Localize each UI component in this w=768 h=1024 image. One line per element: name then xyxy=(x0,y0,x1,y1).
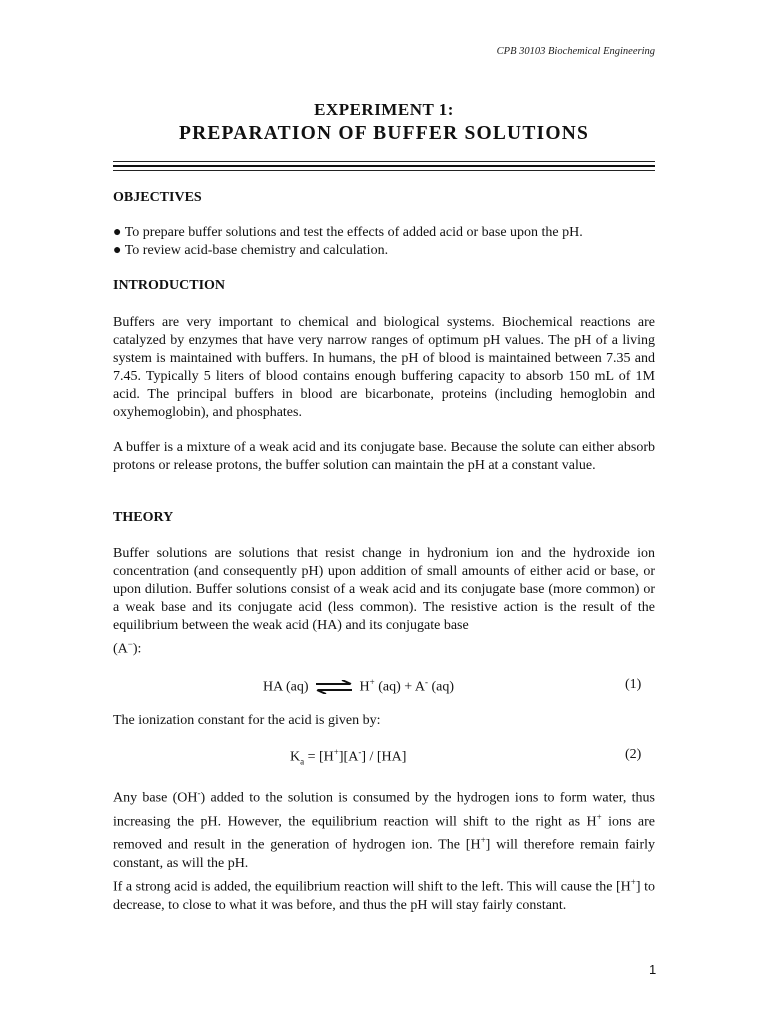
theory-paragraph: Any base (OH-) added to the solution is consumed by the hydrogen ions to form water, thus increasing the pH. However, the equilibrium reaction will shift to the right as H+ ions are removed and result in the generation of hydrogen ion. The [H+] will therefore remain fairly constant, as will the pH. xyxy=(113,788,655,871)
title-rule-bottom xyxy=(113,170,655,171)
bullet-icon: ● xyxy=(113,243,122,258)
equation-2-number: (2) xyxy=(625,747,642,762)
introduction-paragraph: A buffer is a mixture of a weak acid and its conjugate base. Because the solute can either absorb protons or release protons, the buffer solution can maintain the pH at a constant value. xyxy=(113,440,655,473)
introduction-paragraph: Buffers are very important to chemical and biological systems. Biochemical reactions are catalyzed by enzymes that have very narrow ranges of optimum pH values. The pH of a living system is maintained with buffers. In humans, the pH of blood is maintained between 7.35 and 7.45. Typically 5 liters of blood contains enough buffering capacity to absorb 150 mL of 1M acid. The principal buffers in blood are bicarbonate, proteins (including hemoglobin and oxyhemoglobin), and phosphates. xyxy=(113,315,655,420)
objective-text: To review acid-base chemistry and calculation. xyxy=(124,243,389,258)
equation-1-number: (1) xyxy=(625,677,642,692)
equilibrium-arrow-icon xyxy=(314,680,354,694)
theory-paragraph: Buffer solutions are solutions that resist change in hydronium ion and the hydroxide ion concentration (and consequently pH) upon addition of small amounts of either acid or base, or upon dilution. Buffer solutions consist of a weak acid and its conjugate base (more common) or a weak base and its conjugate acid (less common). The resistive action is the result of the equilibrium between the weak acid (HA) and its conjugate base (A−): xyxy=(113,546,655,657)
introduction-heading: INTRODUCTION xyxy=(113,278,226,293)
bullet-icon: ● xyxy=(113,225,122,240)
running-header: CPB 30103 Biochemical Engineering xyxy=(496,46,655,57)
theory-paragraph: If a strong acid is added, the equilibrium reaction will shift to the left. This will cause the [H+] to decrease, to close to what it was before, and thus the pH will stay fairly constant. xyxy=(113,877,655,913)
equation-2: $K_a = [H^+][A^-] / [HA]$ xyxy=(290,747,407,767)
equation-1: HA (aq) H+ (aq) + A- (aq) xyxy=(263,677,455,695)
objectives-heading: OBJECTIVES xyxy=(113,190,202,205)
title-rule-middle xyxy=(113,165,655,167)
page-number: 1 xyxy=(649,962,657,977)
objective-item xyxy=(113,243,388,259)
objective-item xyxy=(113,225,583,241)
document-title: PREPARATION OF BUFFER SOLUTIONS xyxy=(178,123,590,144)
theory-heading: THEORY xyxy=(113,510,174,525)
title-rule-top xyxy=(113,161,655,162)
ionization-text: The ionization constant for the acid is given by: xyxy=(113,713,381,728)
experiment-number: EXPERIMENT 1: xyxy=(314,100,454,119)
objective-text: To prepare buffer solutions and test the effects of added acid or base upon the pH. xyxy=(124,225,583,240)
